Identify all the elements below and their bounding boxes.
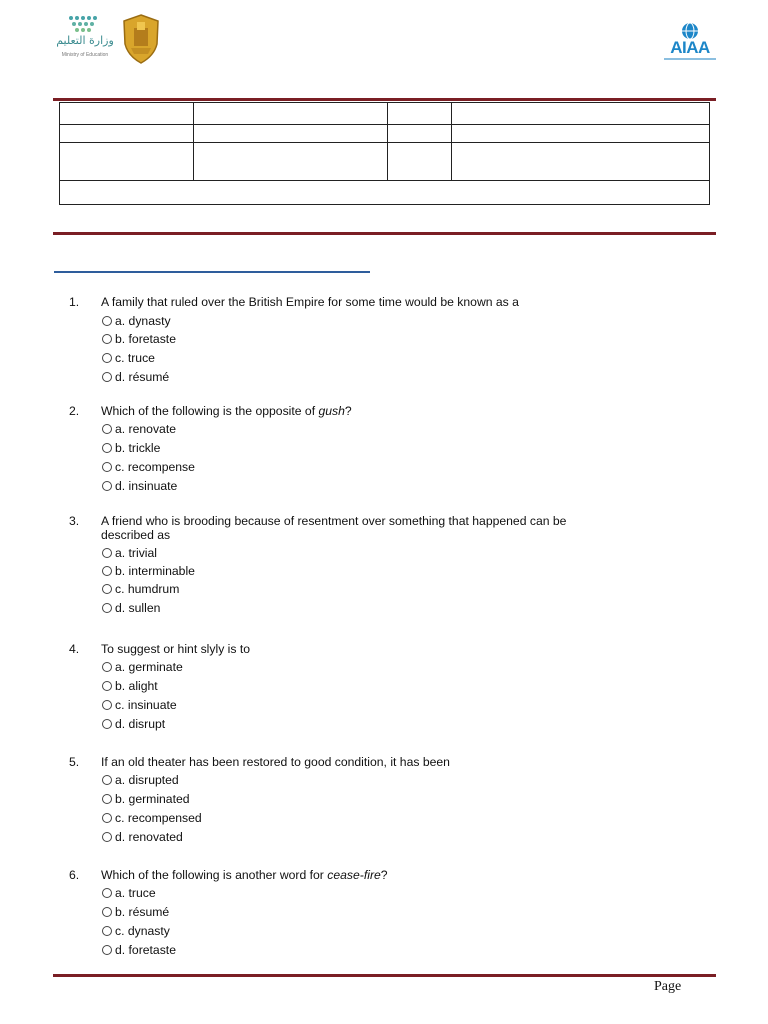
question-text: Which of the following is the opposite of gush?	[101, 404, 352, 418]
question-text: Which of the following is another word for cease-fire?	[101, 868, 388, 882]
aiaa-logo	[664, 22, 716, 62]
answer-option[interactable]: a. disrupted	[102, 773, 179, 787]
table-cell[interactable]	[60, 181, 710, 205]
emphasized-word: gush	[318, 404, 345, 418]
table-cell[interactable]	[452, 143, 710, 181]
radio-circle-icon[interactable]	[102, 794, 112, 804]
answer-option[interactable]: b. trickle	[102, 441, 160, 455]
answer-option[interactable]: a. dynasty	[102, 314, 171, 328]
radio-circle-icon[interactable]	[102, 481, 112, 491]
radio-circle-icon[interactable]	[102, 372, 112, 382]
question-text: A family that ruled over the British Empire for some time would be known as a	[101, 295, 519, 309]
aiaa-logo-text: AIAA	[670, 38, 710, 57]
answer-option[interactable]: b. interminable	[102, 564, 195, 578]
answer-option[interactable]: c. dynasty	[102, 924, 170, 938]
radio-circle-icon[interactable]	[102, 548, 112, 558]
ministry-of-education-logo	[55, 14, 165, 64]
school-crest-icon	[121, 14, 161, 64]
radio-circle-icon[interactable]	[102, 945, 112, 955]
question-number: 4.	[69, 642, 80, 656]
answer-option[interactable]: d. résumé	[102, 370, 169, 384]
answer-option[interactable]: a. germinate	[102, 660, 183, 674]
answer-option[interactable]: c. recompensed	[102, 811, 202, 825]
answer-option[interactable]: d. foretaste	[102, 943, 176, 957]
table-row	[60, 143, 710, 181]
aiaa-underline	[664, 58, 716, 60]
table-row	[60, 125, 710, 143]
radio-circle-icon[interactable]	[102, 907, 112, 917]
table-cell[interactable]	[194, 143, 388, 181]
answer-option[interactable]: a. trivial	[102, 546, 157, 560]
question-text: If an old theater has been restored to good condition, it has been	[101, 755, 450, 769]
question-number: 5.	[69, 755, 80, 769]
table-cell[interactable]	[194, 103, 388, 125]
radio-circle-icon[interactable]	[102, 775, 112, 785]
answer-option[interactable]: c. humdrum	[102, 582, 179, 596]
answer-option[interactable]: d. disrupt	[102, 717, 165, 731]
answer-option[interactable]: d. insinuate	[102, 479, 177, 493]
table-cell[interactable]	[60, 143, 194, 181]
question-number: 2.	[69, 404, 80, 418]
question-number: 1.	[69, 295, 80, 309]
student-info-table	[59, 102, 710, 205]
table-cell[interactable]	[452, 125, 710, 143]
radio-circle-icon[interactable]	[102, 719, 112, 729]
answer-option[interactable]: c. truce	[102, 351, 155, 365]
radio-circle-icon[interactable]	[102, 424, 112, 434]
section-rule	[53, 232, 716, 235]
table-cell[interactable]	[194, 125, 388, 143]
question-text: To suggest or hint slyly is to	[101, 642, 251, 656]
answer-option[interactable]: b. résumé	[102, 905, 169, 919]
table-row	[60, 181, 710, 205]
radio-circle-icon[interactable]	[102, 462, 112, 472]
answer-option[interactable]: c. insinuate	[102, 698, 177, 712]
table-cell[interactable]	[388, 125, 452, 143]
table-cell[interactable]	[388, 103, 452, 125]
answer-option[interactable]: d. renovated	[102, 830, 183, 844]
radio-circle-icon[interactable]	[102, 681, 112, 691]
radio-circle-icon[interactable]	[102, 832, 112, 842]
radio-circle-icon[interactable]	[102, 662, 112, 672]
answer-option[interactable]: c. recompense	[102, 460, 195, 474]
table-cell[interactable]	[452, 103, 710, 125]
radio-circle-icon[interactable]	[102, 566, 112, 576]
radio-circle-icon[interactable]	[102, 584, 112, 594]
table-row	[60, 103, 710, 125]
title-underline	[54, 271, 370, 273]
radio-circle-icon[interactable]	[102, 813, 112, 823]
question-number: 3.	[69, 514, 80, 528]
page-label: Page	[654, 979, 682, 994]
emphasized-word: cease-fire	[327, 868, 381, 882]
answer-option[interactable]: d. sullen	[102, 601, 160, 615]
answer-option[interactable]: a. renovate	[102, 422, 176, 436]
table-cell[interactable]	[388, 143, 452, 181]
ministry-logo-subtext: Ministry of Education	[61, 52, 109, 58]
ministry-logo-text: وزارة التعليم	[56, 34, 114, 47]
moe-dots-icon	[67, 14, 101, 34]
radio-circle-icon[interactable]	[102, 316, 112, 326]
radio-circle-icon[interactable]	[102, 700, 112, 710]
answer-option[interactable]: b. alight	[102, 679, 158, 693]
radio-circle-icon[interactable]	[102, 443, 112, 453]
radio-circle-icon[interactable]	[102, 926, 112, 936]
question-number: 6.	[69, 868, 80, 882]
radio-circle-icon[interactable]	[102, 334, 112, 344]
answer-option[interactable]: a. truce	[102, 886, 156, 900]
answer-option[interactable]: b. foretaste	[102, 332, 176, 346]
radio-circle-icon[interactable]	[102, 603, 112, 613]
question-text: A friend who is brooding because of resentment over something that happened can be described as	[101, 514, 567, 542]
answer-option[interactable]: b. germinated	[102, 792, 190, 806]
radio-circle-icon[interactable]	[102, 888, 112, 898]
radio-circle-icon[interactable]	[102, 353, 112, 363]
table-cell[interactable]	[60, 103, 194, 125]
footer-rule	[53, 974, 716, 977]
header-rule	[53, 98, 716, 101]
table-cell[interactable]	[60, 125, 194, 143]
